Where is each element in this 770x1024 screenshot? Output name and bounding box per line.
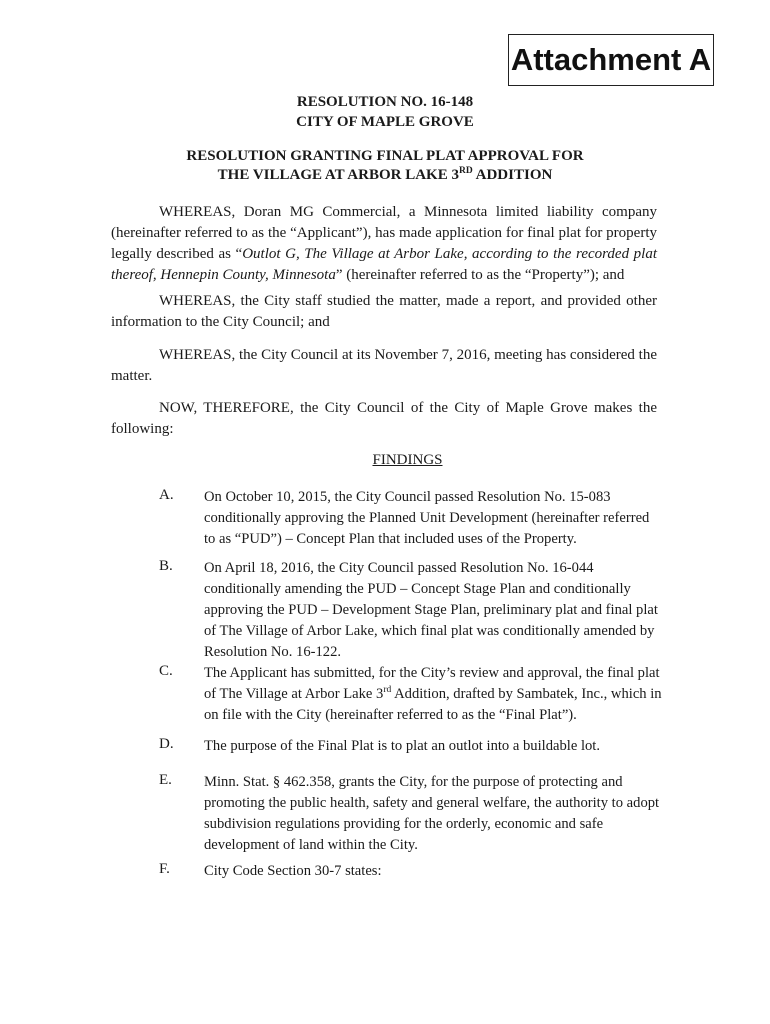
finding-f-letter: F. (159, 861, 170, 877)
resolution-title-line2 (0, 167, 770, 184)
finding-c-main: The Applicant has submitted, for the City’s review and approval, the final plat of The Village at Arbor Lake 3 (204, 665, 660, 702)
resolution-title-line1: RESOLUTION GRANTING FINAL PLAT APPROVAL FOR (186, 148, 584, 164)
finding-c-text (204, 663, 664, 726)
finding-d-letter: D. (159, 736, 174, 752)
resolution-number: RESOLUTION NO. 16-148 (296, 94, 474, 110)
whereas-staff-paragraph: WHEREAS, the City staff studied the matter, made a report, and provided other information to the City Council; and (111, 293, 657, 330)
city-name: CITY OF MAPLE GROVE (296, 114, 474, 130)
title-line2-tail: ADDITION (472, 167, 553, 183)
finding-e-text: Minn. Stat. § 462.358, grants the City, for the purpose of protecting and promoting the public health, safety and general welfare, the authority to adopt subdivision regulations providing for the orderly, economic and safe development of land within the City. (204, 774, 660, 853)
whereas-applicant-tail: ” (hereinafter referred to as the “Property”); and (335, 267, 625, 283)
finding-b-text: On April 18, 2016, the City Council passed Resolution No. 16-044 conditionally amending the PUD – Concept Stage Plan and conditionally approving the PUD – Development Stage Plan, preliminary plat and final plat of The Village of Arbor Lake, which final plat was conditionally amended by Resolution No. 16-122. (204, 560, 658, 660)
finding-c-letter: C. (159, 663, 173, 679)
finding-f-text: City Code Section 30-7 states: (204, 863, 382, 879)
finding-a-letter: A. (159, 487, 174, 503)
findings-heading: FINDINGS (372, 452, 443, 468)
whereas-applicant-paragraph (111, 202, 657, 286)
attachment-label: Attachment A (508, 34, 714, 86)
finding-c-tail: Addition, drafted by Sambatek, Inc., which in on file with the City (hereinafter referred to as the “Final Plat”). (204, 686, 662, 723)
finding-d-text: The purpose of the Final Plat is to plat an outlot into a buildable lot. (204, 738, 600, 754)
finding-b-letter: B. (159, 558, 173, 574)
title-line2-superscript: RD (458, 166, 473, 176)
whereas-applicant-lead: WHEREAS, Doran MG Commercial, a Minnesota limited liability company (hereinafter referred to as the “Applicant”), has made application for final plat for property legally described as “ (111, 204, 657, 262)
finding-e-letter: E. (159, 772, 172, 788)
now-therefore-paragraph: NOW, THEREFORE, the City Council of the City of Maple Grove makes the following: (111, 400, 657, 437)
finding-c-superscript: rd (383, 685, 392, 696)
title-line2-main: THE VILLAGE AT ARBOR LAKE 3 (217, 167, 459, 183)
finding-a-text: On October 10, 2015, the City Council passed Resolution No. 15-083 conditionally approving the Planned Unit Development (hereinafter referred to as “PUD”) – Concept Plan that included uses of the Property. (204, 489, 650, 547)
legal-description: Outlot G, The Village at Arbor Lake, according to the recorded plat thereof, Hennepin County, Minnesota (111, 246, 657, 283)
whereas-council-paragraph: WHEREAS, the City Council at its November 7, 2016, meeting has considered the matter. (111, 347, 657, 384)
